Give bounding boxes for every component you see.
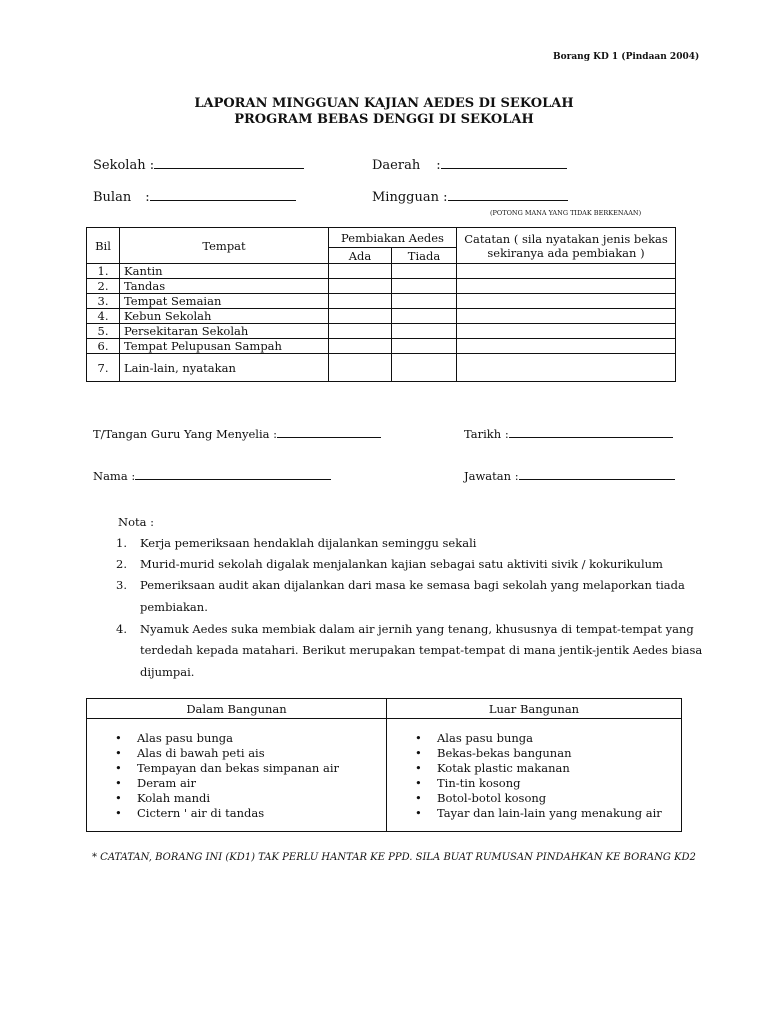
tarikh-field[interactable] xyxy=(464,426,673,441)
nota-text: Kerja pemeriksaan hendaklah dijalankan seminggu sekali xyxy=(140,536,477,550)
page-title: LAPORAN MINGGUAN KAJIAN AEDES DI SEKOLAH xyxy=(194,96,574,111)
tiada-cell[interactable] xyxy=(392,354,457,382)
catatan-cell[interactable] xyxy=(457,294,676,309)
nota-item xyxy=(116,578,685,592)
nota-number: 3. xyxy=(116,578,127,592)
jawatan-label: Jawatan : xyxy=(464,469,519,483)
list-item-label: Kotak plastic makanan xyxy=(437,761,570,775)
tarikh-blank[interactable] xyxy=(509,426,673,438)
dalam-bangunan-list xyxy=(115,731,386,821)
guru-signature-field[interactable] xyxy=(93,426,381,441)
tiada-cell[interactable] xyxy=(392,309,457,324)
catatan-cell[interactable] xyxy=(457,354,676,382)
list-item-label: Alas di bawah peti ais xyxy=(137,746,265,760)
header-tiada: Tiada xyxy=(392,248,457,264)
list-item-label: Tayar dan lain-lain yang menakung air xyxy=(437,806,662,820)
form-code: Borang KD 1 (Pindaan 2004) xyxy=(553,52,700,62)
nota-item xyxy=(116,536,476,550)
tiada-cell[interactable] xyxy=(392,324,457,339)
catatan-cell[interactable] xyxy=(457,324,676,339)
nama-field[interactable] xyxy=(93,468,331,483)
catatan-cell[interactable] xyxy=(457,279,676,294)
row-place: Tempat Pelupusan Sampah xyxy=(120,339,329,354)
ada-cell[interactable] xyxy=(329,309,392,324)
list-item xyxy=(415,746,681,761)
table-row xyxy=(87,279,676,294)
list-item-label: Bekas-bekas bangunan xyxy=(437,746,572,760)
bullet-icon: • xyxy=(115,731,122,745)
cross-out-note: (POTONG MANA YANG TIDAK BERKENAAN) xyxy=(490,209,642,217)
list-item xyxy=(415,776,681,791)
list-item-label: Tin-tin kosong xyxy=(437,776,521,790)
footer-note: * CATATAN, BORANG INI (KD1) TAK PERLU HANTAR KE PPD. SILA BUAT RUMUSAN PINDAHKAN KE BORANG KD2 xyxy=(92,852,696,863)
nota-text-continued: terdedah kepada matahari. Berikut merupakan tempat-tempat di mana jentik-jentik Aedes biasa xyxy=(140,643,703,657)
bullet-icon: • xyxy=(115,776,122,790)
nota-text: Murid-murid sekolah digalak menjalankan kajian sebagai satu aktiviti sivik / kokurikulum xyxy=(140,557,663,571)
table-row xyxy=(87,339,676,354)
nota-number: 2. xyxy=(116,557,127,571)
sekolah-label: Sekolah : xyxy=(93,158,155,173)
nota-text-continued: pembiakan. xyxy=(140,600,208,614)
daerah-field[interactable] xyxy=(372,157,567,173)
row-place: Kebun Sekolah xyxy=(120,309,329,324)
list-item-label: Botol-botol kosong xyxy=(437,791,547,805)
list-item xyxy=(415,731,681,746)
luar-bangunan-header: Luar Bangunan xyxy=(387,699,682,719)
tiada-cell[interactable] xyxy=(392,294,457,309)
header-ada: Ada xyxy=(329,248,392,264)
guru-signature-blank[interactable] xyxy=(277,426,381,438)
luar-bangunan-list xyxy=(415,731,681,821)
tiada-cell[interactable] xyxy=(392,279,457,294)
bullet-icon: • xyxy=(115,746,122,760)
row-number: 4. xyxy=(87,309,120,324)
guru-signature-label: T/Tangan Guru Yang Menyelia : xyxy=(93,427,278,441)
list-item-label: Deram air xyxy=(137,776,196,790)
dalam-bangunan-header: Dalam Bangunan xyxy=(87,699,387,719)
bulan-colon: : xyxy=(145,190,150,205)
page-subtitle: PROGRAM BEBAS DENGGI DI SEKOLAH xyxy=(234,112,534,127)
sekolah-field[interactable] xyxy=(93,157,304,173)
table-row xyxy=(87,264,676,279)
nota-number: 4. xyxy=(116,622,127,636)
header-catatan: Catatan ( sila nyatakan jenis bekas sekiranya ada pembiakan ) xyxy=(457,228,676,264)
ada-cell[interactable] xyxy=(329,324,392,339)
list-item xyxy=(115,731,386,746)
list-item-label: Tempayan dan bekas simpanan air xyxy=(137,761,340,775)
breeding-locations-table xyxy=(86,698,682,832)
list-item xyxy=(415,806,681,821)
tiada-cell[interactable] xyxy=(392,339,457,354)
list-item-label: Kolah mandi xyxy=(137,791,211,805)
ada-cell[interactable] xyxy=(329,294,392,309)
list-item-label: Alas pasu bunga xyxy=(437,731,533,745)
ada-cell[interactable] xyxy=(329,279,392,294)
ada-cell[interactable] xyxy=(329,354,392,382)
table-row xyxy=(87,354,676,382)
row-number: 6. xyxy=(87,339,120,354)
inspection-table xyxy=(86,227,676,382)
list-item xyxy=(115,761,386,776)
sekolah-blank[interactable] xyxy=(154,157,304,169)
ada-cell[interactable] xyxy=(329,264,392,279)
mingguan-field[interactable] xyxy=(372,189,568,205)
row-number: 5. xyxy=(87,324,120,339)
bullet-icon: • xyxy=(415,761,422,775)
jawatan-field[interactable] xyxy=(464,468,675,483)
row-place: Persekitaran Sekolah xyxy=(120,324,329,339)
list-item xyxy=(115,776,386,791)
row-place: Tempat Semaian xyxy=(120,294,329,309)
bullet-icon: • xyxy=(115,761,122,775)
header-tempat: Tempat xyxy=(120,228,329,264)
nota-item xyxy=(116,622,694,636)
list-item xyxy=(415,761,681,776)
row-place: Tandas xyxy=(120,279,329,294)
daerah-blank[interactable] xyxy=(441,157,567,169)
header-pembiakan: Pembiakan Aedes xyxy=(329,228,457,248)
tiada-cell[interactable] xyxy=(392,264,457,279)
bullet-icon: • xyxy=(415,746,422,760)
nota-text: Pemeriksaan audit akan dijalankan dari masa ke semasa bagi sekolah yang melaporkan tiada xyxy=(140,578,685,592)
row-number: 1. xyxy=(87,264,120,279)
catatan-cell[interactable] xyxy=(457,264,676,279)
luar-bangunan-list-cell xyxy=(387,719,682,832)
table-row xyxy=(87,309,676,324)
tarikh-label: Tarikh : xyxy=(464,427,509,441)
bulan-field[interactable] xyxy=(93,189,296,205)
row-number: 3. xyxy=(87,294,120,309)
header-bil: Bil xyxy=(87,228,120,264)
bullet-icon: • xyxy=(115,791,122,805)
list-item xyxy=(115,806,386,821)
list-item-label: Cictern ' air di tandas xyxy=(137,806,265,820)
mingguan-label: Mingguan : xyxy=(372,190,448,205)
dalam-bangunan-list-cell xyxy=(87,719,387,832)
nota-number: 1. xyxy=(116,536,127,550)
table-row xyxy=(87,294,676,309)
nama-blank[interactable] xyxy=(135,468,331,480)
catatan-cell[interactable] xyxy=(457,339,676,354)
nota-item xyxy=(116,557,663,571)
list-item xyxy=(115,791,386,806)
table-row xyxy=(87,324,676,339)
ada-cell[interactable] xyxy=(329,339,392,354)
daerah-colon: : xyxy=(436,158,441,173)
daerah-label: Daerah xyxy=(372,158,421,173)
nota-heading: Nota : xyxy=(118,515,154,529)
jawatan-blank[interactable] xyxy=(519,468,675,480)
bullet-icon: • xyxy=(115,806,122,820)
nama-label: Nama : xyxy=(93,469,136,483)
catatan-cell[interactable] xyxy=(457,309,676,324)
bullet-icon: • xyxy=(415,791,422,805)
bullet-icon: • xyxy=(415,806,422,820)
nota-text: Nyamuk Aedes suka membiak dalam air jernih yang tenang, khususnya di tempat-tempat yang xyxy=(140,622,694,636)
row-number: 2. xyxy=(87,279,120,294)
nota-text-continued: dijumpai. xyxy=(140,665,195,679)
list-item xyxy=(415,791,681,806)
bullet-icon: • xyxy=(415,776,422,790)
bulan-blank[interactable] xyxy=(150,189,296,201)
row-number: 7. xyxy=(87,354,120,382)
row-place: Kantin xyxy=(120,264,329,279)
row-place: Lain-lain, nyatakan xyxy=(120,354,329,382)
bulan-label: Bulan xyxy=(93,190,132,205)
mingguan-blank[interactable] xyxy=(448,189,568,201)
list-item xyxy=(115,746,386,761)
list-item-label: Alas pasu bunga xyxy=(137,731,233,745)
bullet-icon: • xyxy=(415,731,422,745)
